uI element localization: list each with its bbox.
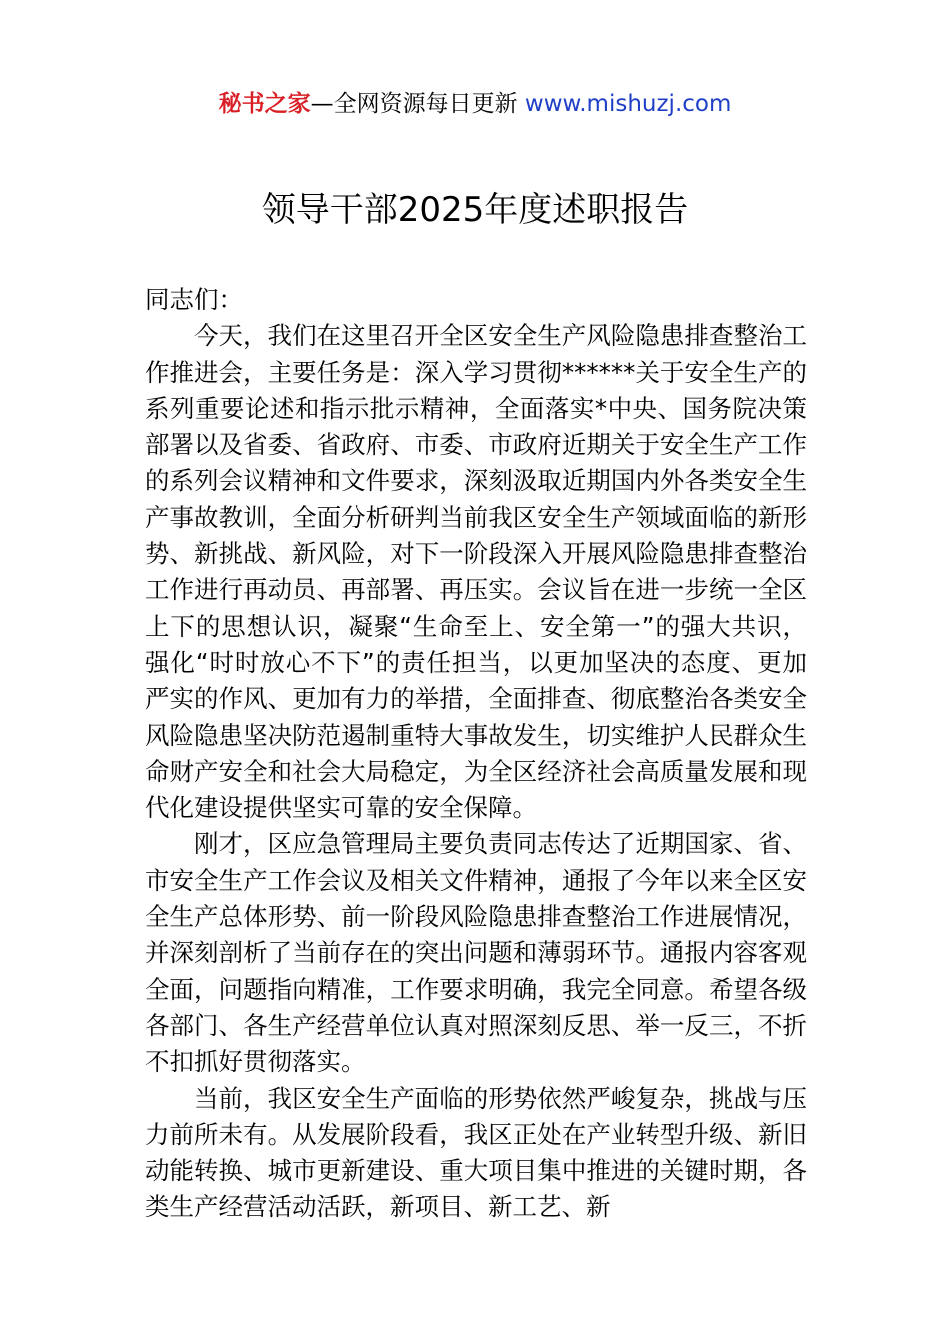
paragraph: 刚才，区应急管理局主要负责同志传达了近期国家、省、市安全生产工作会议及相关文件精神，通报了今年以来全区安全生产总体形势、前一阶段风险隐患排查整治工作进展情况，并深刻剖析了当前存在的突出问题和薄弱环节。通报内容客观全面，问题指向精准，工作要求明确，我完全同意。希望各级各部门、各生产经营单位认真对照深刻反思、举一反三，不折不扣抓好贯彻落实。 — [145, 829, 807, 1077]
document-title: 领导干部2025年度述职报告 — [261, 190, 689, 230]
site-brand: 秘书之家 — [218, 91, 311, 117]
site-header — [0, 88, 950, 120]
salutation: 同志们： — [145, 285, 243, 314]
paragraph: 今天，我们在这里召开全区安全生产风险隐患排查整治工作推进会，主要任务是：深入学习贯彻******关于安全生产的系列重要论述和指示批示精神，全面落实*中央、国务院决策部署以及省委、省政府、市委、市政府近期关于安全生产工作的系列会议精神和文件要求，深刻汲取近期国内外各类安全生产事故教训，全面分析研判当前我区安全生产领域面临的新形势、新挑战、新风险，对下一阶段深入开展风险隐患排查整治工作进行再动员、再部署、再压实。会议旨在进一步统一全区上下的思想认识，凝聚“生命至上、安全第一”的强大共识，强化“时时放心不下”的责任担当，以更加坚决的态度、更加严实的作风、更加有力的举措，全面排查、彻底整治各类安全风险隐患坚决防范遏制重特大事故发生，切实维护人民群众生命财产安全和社会大局稳定，为全区经济社会高质量发展和现代化建设提供坚实可靠的安全保障。 — [145, 321, 807, 823]
site-slogan: —全网资源每日更新 — [310, 91, 525, 117]
document-body — [145, 282, 807, 1226]
site-url-link[interactable]: www.mishuzj.com — [524, 91, 732, 117]
paragraph: 当前，我区安全生产面临的形势依然严峻复杂，挑战与压力前所未有。从发展阶段看，我区正处在产业转型升级、新旧动能转换、城市更新建设、重大项目集中推进的关键时期，各类生产经营活动活跃，新项目、新工艺、新 — [145, 1083, 807, 1222]
